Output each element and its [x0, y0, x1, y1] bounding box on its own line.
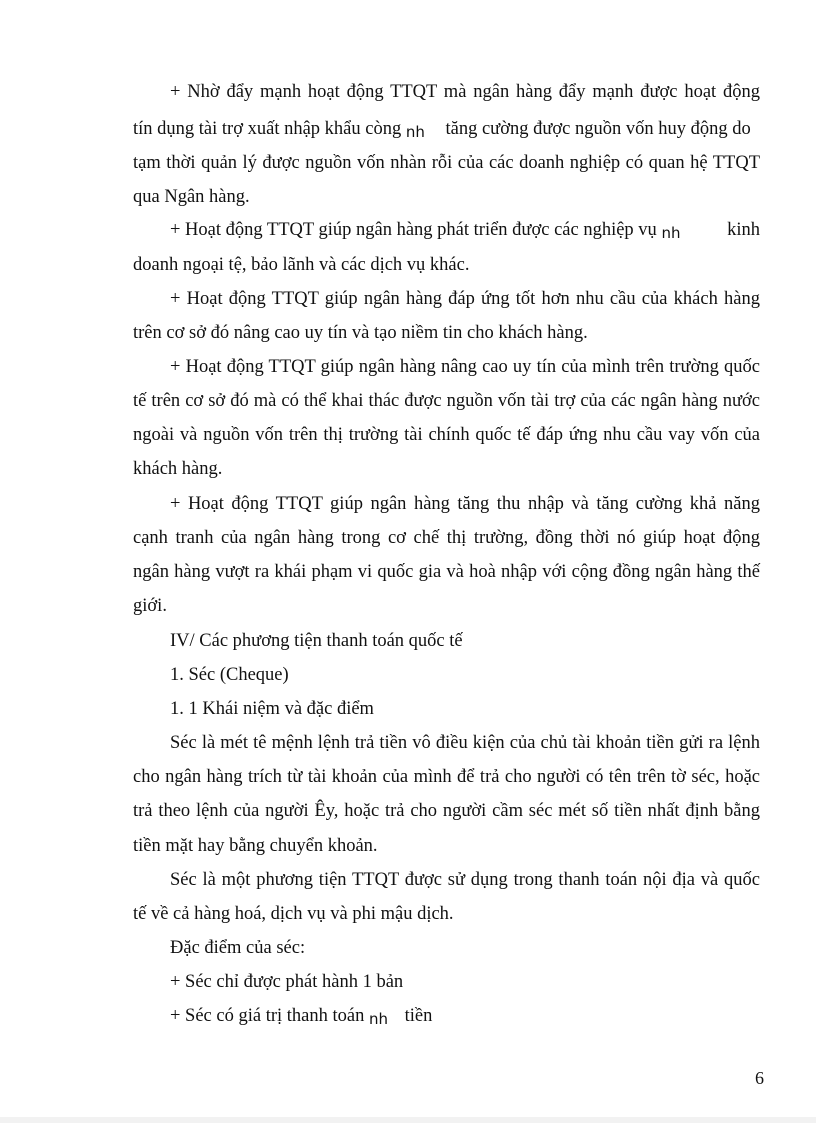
- page-number: 6: [755, 1068, 764, 1088]
- paragraph-4-line-3: ngoài và nguồn vốn trên thị trường tài chính quốc tế đáp ứng nhu cầu vay vốn của: [133, 425, 760, 445]
- paragraph-1-line-2: [133, 117, 760, 141]
- paragraph-7-line-1: Séc là một phương tiện TTQT được sử dụng trong thanh toán nội địa và quốc: [170, 870, 760, 890]
- page-bottom-edge: [0, 1117, 816, 1123]
- text-span: + Séc có giá trị thanh toán: [170, 1006, 365, 1026]
- subsubsection-heading: 1. 1 Khái niệm và đặc điểm: [170, 699, 374, 719]
- paragraph-1-line-1: + Nhờ đẩy mạnh hoạt động TTQT mà ngân hàng đẩy mạnh được hoạt động: [170, 82, 760, 102]
- paragraph-3-line-1: + Hoạt động TTQT giúp ngân hàng đáp ứng tốt hơn nhu cầu của khách hàng: [170, 289, 760, 309]
- paragraph-5-line-3: ngân hàng vượt ra khái phạm vi quốc gia và hoà nhập với cộng đồng ngân hàng thế: [133, 562, 760, 582]
- paragraph-4-line-1: + Hoạt động TTQT giúp ngân hàng nâng cao uy tín của mình trên trường quốc: [170, 357, 760, 377]
- paragraph-4-line-4: khách hàng.: [133, 459, 223, 479]
- text-span: tiền: [404, 1006, 433, 1026]
- text-span: tín dụng tài trợ xuất nhập khẩu còng: [133, 119, 402, 139]
- paragraph-6-line-1: Séc là mét tê mệnh lệnh trả tiền vô điều kiện của chủ tài khoản tiền gửi ra lệnh: [170, 733, 760, 753]
- features-heading: Đặc điểm của séc:: [170, 938, 306, 958]
- paragraph-3-line-2: trên cơ sở đó nâng cao uy tín và tạo niềm tin cho khách hàng.: [133, 323, 588, 343]
- paragraph-1-line-3: tạm thời quản lý được nguồn vốn nhàn rỗi của các doanh nghiệp có quan hệ TTQT: [133, 153, 760, 173]
- section-heading: IV/ Các phương tiện thanh toán quốc tế: [170, 631, 463, 651]
- paragraph-5-line-1: + Hoạt động TTQT giúp ngân hàng tăng thu nhập và tăng cường khả năng: [170, 494, 760, 514]
- feature-item: [170, 1004, 760, 1028]
- paragraph-1-line-4: qua Ngân hàng.: [133, 187, 250, 207]
- paragraph-2-line-2: doanh ngoại tệ, bảo lãnh và các dịch vụ khác.: [133, 255, 470, 275]
- text-span: tăng cường được nguồn vốn huy động do: [445, 119, 751, 139]
- feature-item: + Séc chỉ được phát hành 1 bản: [170, 972, 404, 992]
- missing-glyph: nh: [368, 1010, 388, 1028]
- paragraph-6-line-4: tiền mặt hay bằng chuyển khoản.: [133, 836, 378, 856]
- paragraph-6-line-3: trả theo lệnh của người Êy, hoặc trả cho người cầm séc mét số tiền nhất định bằng: [133, 801, 760, 821]
- paragraph-2-line-1: [170, 218, 760, 242]
- text-span: kinh: [727, 220, 760, 240]
- paragraph-5-line-2: cạnh tranh của ngân hàng trong cơ chế thị trường, đồng thời nó giúp hoạt động: [133, 528, 760, 548]
- subsection-heading: 1. Séc (Cheque): [170, 665, 289, 685]
- paragraph-7-line-2: tế về cả hàng hoá, dịch vụ và phi mậu dịch.: [133, 904, 454, 924]
- text-span: + Hoạt động TTQT giúp ngân hàng phát triển được các nghiệp vụ: [170, 220, 657, 240]
- paragraph-4-line-2: tế trên cơ sở đó mà có thể khai thác được nguồn vốn tài trợ của các ngân hàng nước: [133, 391, 760, 411]
- missing-glyph: nh: [405, 123, 425, 141]
- paragraph-6-line-2: cho ngân hàng trích từ tài khoản của mình để trả cho người có tên trên tờ séc, hoặc: [133, 767, 760, 787]
- paragraph-5-line-4: giới.: [133, 596, 167, 616]
- missing-glyph: nh: [661, 224, 681, 242]
